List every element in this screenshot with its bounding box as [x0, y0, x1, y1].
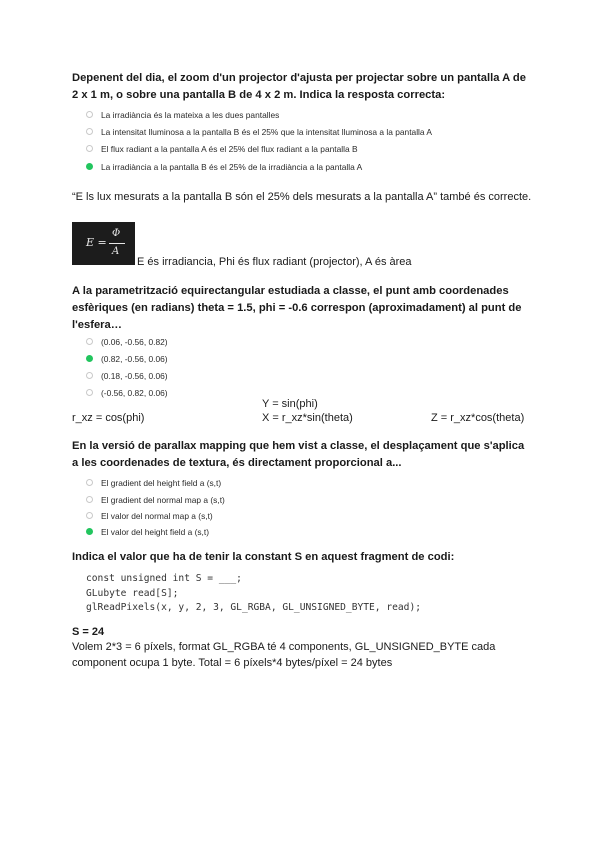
q1-option-3[interactable] — [86, 142, 358, 156]
formula-lhs: E = — [86, 236, 107, 249]
q3-option-4[interactable] — [86, 525, 209, 539]
radio-unselected-icon[interactable] — [86, 479, 93, 486]
q3-option-3[interactable] — [86, 509, 213, 523]
q3-option-2[interactable] — [86, 493, 225, 507]
equation-x: X = r_xz*sin(theta) — [262, 412, 353, 424]
q2-option-4[interactable] — [86, 386, 168, 400]
option-label: (0.82, -0.56, 0.06) — [101, 354, 168, 364]
radio-unselected-icon[interactable] — [86, 111, 93, 118]
q1-option-4[interactable] — [86, 160, 362, 174]
option-label: (0.18, -0.56, 0.06) — [101, 371, 168, 381]
option-label: La irradiància és la mateixa a les dues pantalles — [101, 110, 280, 120]
question-1: Depenent del dia, el zoom d'un projector d'ajusta per projectar sobre un pantalla A de 2 x 1 m, o sobre una pantalla B de 4 x 2 m. Indica la resposta correcta: — [72, 72, 526, 101]
q2-option-2[interactable] — [86, 352, 168, 366]
irradiance-formula-image — [72, 222, 135, 265]
option-label: El gradient del normal map a (s,t) — [101, 495, 225, 505]
option-label: El flux radiant a la pantalla A és el 25% del flux radiant a la pantalla B — [101, 144, 358, 154]
radio-unselected-icon[interactable] — [86, 338, 93, 345]
option-label: La intensitat lluminosa a la pantalla B és el 25% que la intensitat lluminosa a la pantalla A — [101, 127, 433, 137]
radio-selected-icon[interactable] — [86, 355, 93, 362]
radio-unselected-icon[interactable] — [86, 372, 93, 379]
option-label: La irradiància a la pantalla B és el 25% de la irradiància a la pantalla A — [101, 162, 363, 172]
option-label: El gradient del height field a (s,t) — [101, 478, 222, 488]
code-line-3: glReadPixels(x, y, 2, 3, GL_RGBA, GL_UNSIGNED_BYTE, read); — [86, 602, 422, 613]
q1-option-2[interactable] — [86, 125, 432, 139]
q2-option-3[interactable] — [86, 369, 168, 383]
note-text: “E ls lux mesurats a la pantalla B són el 25% dels mesurats a la pantalla A” també és correcte. — [72, 191, 532, 203]
question-3: En la versió de parallax mapping que hem vist a classe, el desplaçament que s'aplica a les coordenades de textura, és directament proporcional a... — [72, 440, 525, 469]
answer-text: S = 24 — [72, 626, 105, 638]
q1-note — [72, 189, 532, 205]
question-4: Indica el valor que ha de tenir la constant S en aquest fragment de codi: — [72, 551, 455, 563]
radio-unselected-icon[interactable] — [86, 389, 93, 396]
option-label: El valor del normal map a (s,t) — [101, 511, 213, 521]
equation-y: Y = sin(phi) — [262, 398, 318, 410]
radio-selected-icon[interactable] — [86, 528, 93, 535]
radio-unselected-icon[interactable] — [86, 496, 93, 503]
code-line-2: GLubyte read[S]; — [86, 588, 179, 599]
question-2: A la parametrització equirectangular estudiada a classe, el punt amb coordenades esfèriques (en radians) theta = 1.5, phi = -0.6 correspon (aproximadament) al punt de l'esfera… — [72, 285, 522, 331]
radio-unselected-icon[interactable] — [86, 128, 93, 135]
formula-caption: E és irradiancia, Phi és flux radiant (projector), A és àrea — [137, 256, 412, 268]
option-label: (0.06, -0.56, 0.82) — [101, 337, 168, 347]
radio-unselected-icon[interactable] — [86, 145, 93, 152]
option-label: El valor del height field a (s,t) — [101, 527, 209, 537]
code-line-1: const unsigned int S = ___; — [86, 573, 242, 584]
fraction-bar — [109, 243, 125, 244]
equation-z: Z = r_xz*cos(theta) — [431, 412, 525, 424]
formula-denominator: A — [112, 246, 120, 257]
radio-unselected-icon[interactable] — [86, 512, 93, 519]
q3-option-1[interactable] — [86, 476, 221, 490]
q2-option-1[interactable] — [86, 335, 168, 349]
formula-numerator: Φ — [112, 228, 121, 239]
equation-rxz: r_xz = cos(phi) — [72, 412, 145, 424]
radio-selected-icon[interactable] — [86, 163, 93, 170]
answer-explanation: Volem 2*3 = 6 píxels, format GL_RGBA té 4 components, GL_UNSIGNED_BYTE cada component ocupa 1 byte. Total = 6 píxels*4 bytes/píxel = 24 bytes — [72, 641, 496, 669]
option-label: (-0.56, 0.82, 0.06) — [101, 388, 168, 398]
q1-option-1[interactable] — [86, 108, 279, 122]
